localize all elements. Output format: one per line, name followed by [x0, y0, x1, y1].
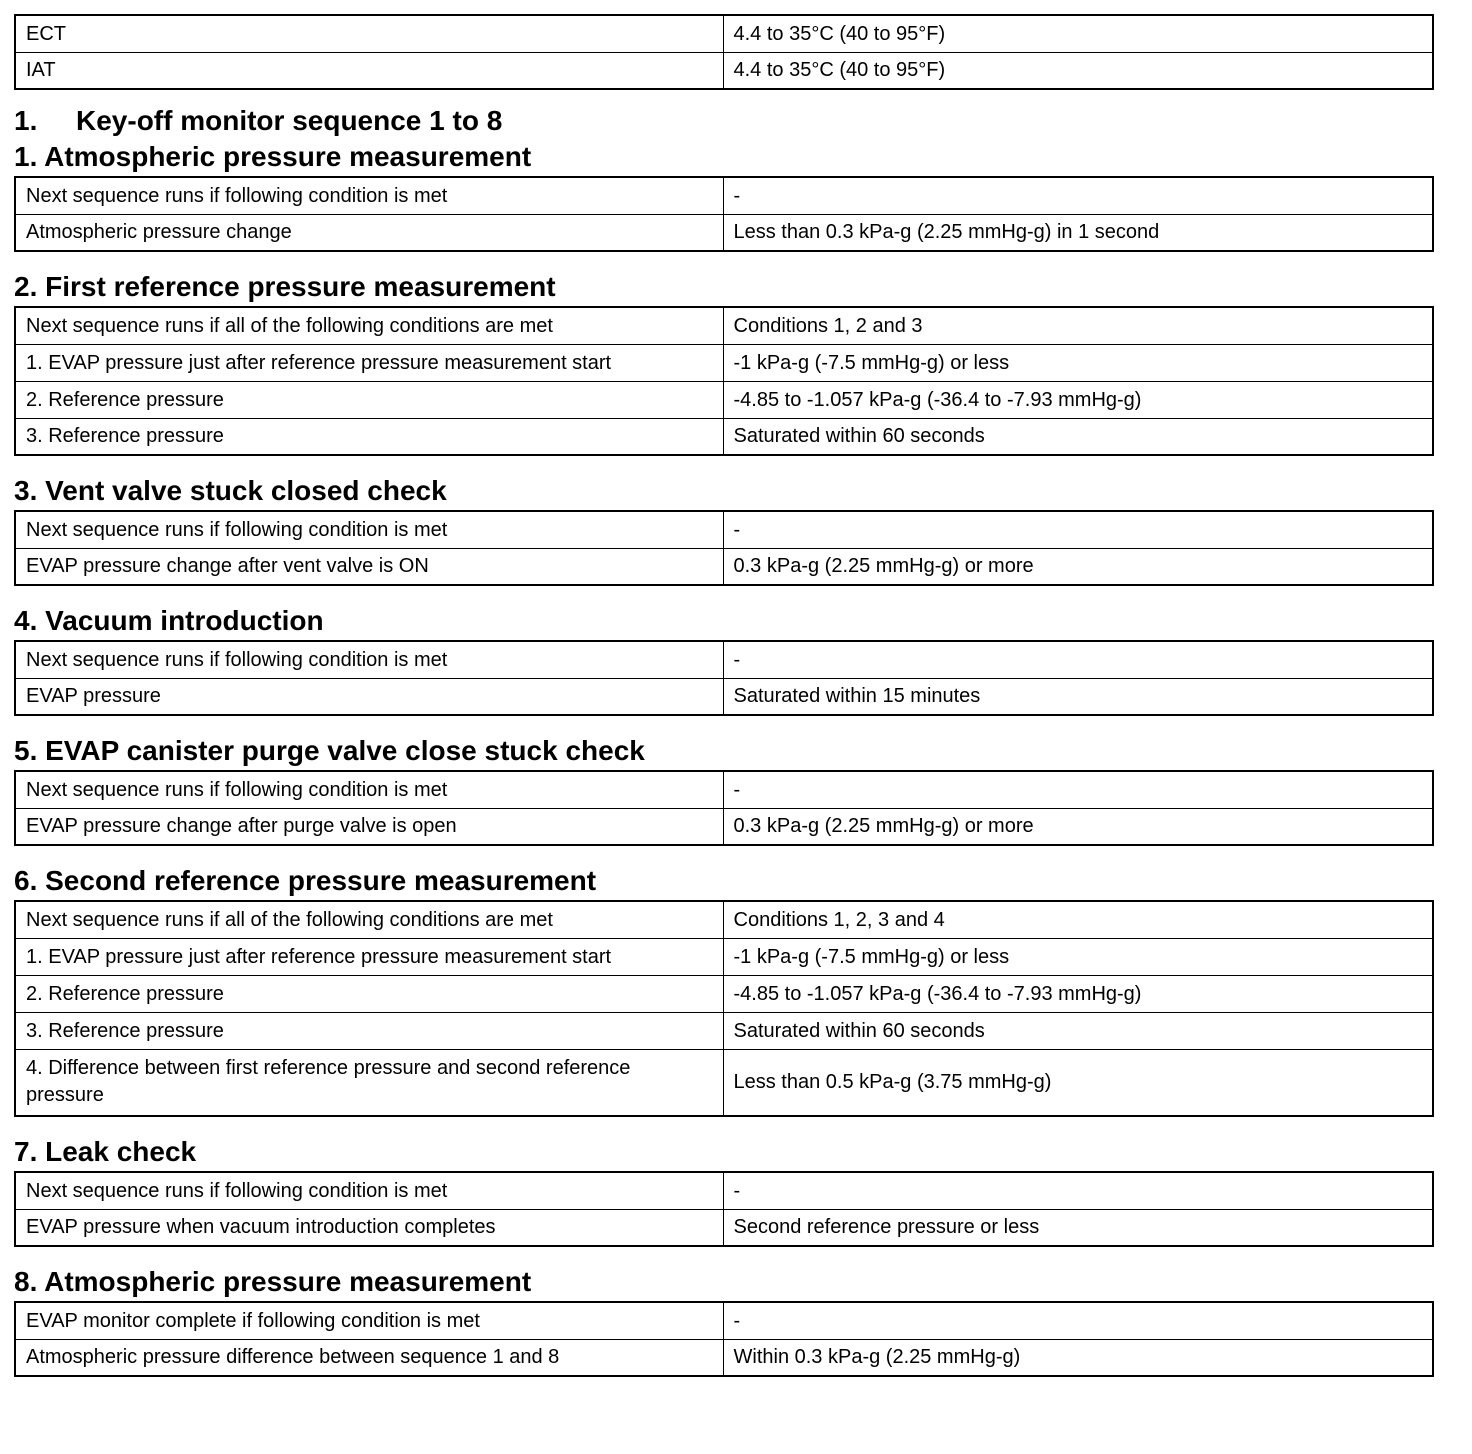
row-value: -4.85 to -1.057 kPa-g (-36.4 to -7.93 mmHg-g) [723, 381, 1433, 418]
row-value: Conditions 1, 2 and 3 [723, 307, 1433, 344]
row-label: 2. Reference pressure [15, 381, 723, 418]
row-value: Conditions 1, 2, 3 and 4 [723, 901, 1433, 938]
section-title: 1. Atmospheric pressure measurement [14, 141, 532, 172]
row-label: EVAP pressure when vacuum introduction completes [15, 1209, 723, 1246]
table-row [15, 938, 1433, 975]
row-label: IAT [15, 52, 723, 89]
row-label: Atmospheric pressure change [15, 214, 723, 251]
table-row [15, 641, 1433, 678]
row-label: ECT [15, 15, 723, 52]
row-label: Next sequence runs if all of the following conditions are met [15, 307, 723, 344]
table-row [15, 15, 1433, 52]
table-row [15, 548, 1433, 585]
table-row [15, 901, 1433, 938]
row-value: 0.3 kPa-g (2.25 mmHg-g) or more [723, 548, 1433, 585]
row-label: Next sequence runs if all of the following conditions are met [15, 901, 723, 938]
row-value: 4.4 to 35°C (40 to 95°F) [723, 15, 1433, 52]
row-label: Next sequence runs if following condition is met [15, 1172, 723, 1209]
row-label: 4. Difference between first reference pressure and second reference pressure [15, 1049, 723, 1116]
row-value: - [723, 1172, 1433, 1209]
table-row [15, 418, 1433, 455]
section-table [14, 640, 1434, 716]
row-value: - [723, 641, 1433, 678]
row-value: Within 0.3 kPa-g (2.25 mmHg-g) [723, 1339, 1433, 1376]
row-value: Saturated within 60 seconds [723, 418, 1433, 455]
main-heading [14, 104, 1432, 140]
row-value: - [723, 177, 1433, 214]
row-value: Less than 0.3 kPa-g (2.25 mmHg-g) in 1 second [723, 214, 1433, 251]
row-label: Next sequence runs if following condition is met [15, 641, 723, 678]
table-row [15, 975, 1433, 1012]
document-page [14, 14, 1432, 1377]
row-label: 1. EVAP pressure just after reference pressure measurement start [15, 938, 723, 975]
temperature-conditions-table [14, 14, 1434, 90]
row-label: Next sequence runs if following condition is met [15, 771, 723, 808]
row-value: - [723, 511, 1433, 548]
table-row [15, 214, 1433, 251]
row-value: - [723, 771, 1433, 808]
table-row [15, 1049, 1433, 1116]
section-table [14, 1171, 1434, 1247]
section-title: 2. First reference pressure measurement [14, 271, 556, 302]
section-title: 7. Leak check [14, 1136, 197, 1167]
table-row [15, 511, 1433, 548]
section-table [14, 770, 1434, 846]
row-label: 1. EVAP pressure just after reference pressure measurement start [15, 344, 723, 381]
table-row [15, 381, 1433, 418]
row-value: Less than 0.5 kPa-g (3.75 mmHg-g) [723, 1049, 1433, 1116]
table-row [15, 808, 1433, 845]
row-label: EVAP pressure change after purge valve is open [15, 808, 723, 845]
row-value: Saturated within 15 minutes [723, 678, 1433, 715]
row-value: Saturated within 60 seconds [723, 1012, 1433, 1049]
section-table [14, 900, 1434, 1117]
section-table [14, 510, 1434, 586]
table-row [15, 1209, 1433, 1246]
row-value: -1 kPa-g (-7.5 mmHg-g) or less [723, 938, 1433, 975]
table-row [15, 52, 1433, 89]
section-title: 8. Atmospheric pressure measurement [14, 1266, 532, 1297]
row-value: -1 kPa-g (-7.5 mmHg-g) or less [723, 344, 1433, 381]
row-label: EVAP pressure change after vent valve is ON [15, 548, 723, 585]
row-label: EVAP pressure [15, 678, 723, 715]
row-label: EVAP monitor complete if following condition is met [15, 1302, 723, 1339]
row-label: Atmospheric pressure difference between sequence 1 and 8 [15, 1339, 723, 1376]
table-row [15, 177, 1433, 214]
section-title: 4. Vacuum introduction [14, 605, 324, 636]
section-title: 3. Vent valve stuck closed check [14, 475, 447, 506]
row-label: 3. Reference pressure [15, 1012, 723, 1049]
table-row [15, 1302, 1433, 1339]
row-label: Next sequence runs if following condition is met [15, 177, 723, 214]
row-label: 3. Reference pressure [15, 418, 723, 455]
table-row [15, 1012, 1433, 1049]
main-heading-number: 1. [14, 105, 38, 136]
row-value: Second reference pressure or less [723, 1209, 1433, 1246]
section-title: 6. Second reference pressure measurement [14, 865, 597, 896]
section-table [14, 176, 1434, 252]
section-title: 5. EVAP canister purge valve close stuck check [14, 735, 645, 766]
row-value: -4.85 to -1.057 kPa-g (-36.4 to -7.93 mmHg-g) [723, 975, 1433, 1012]
section-table [14, 306, 1434, 456]
table-row [15, 344, 1433, 381]
row-value: - [723, 1302, 1433, 1339]
row-value: 0.3 kPa-g (2.25 mmHg-g) or more [723, 808, 1433, 845]
row-label: Next sequence runs if following condition is met [15, 511, 723, 548]
table-row [15, 1339, 1433, 1376]
table-row [15, 771, 1433, 808]
row-label: 2. Reference pressure [15, 975, 723, 1012]
section-table [14, 1301, 1434, 1377]
main-heading-text: Key-off monitor sequence 1 to 8 [76, 105, 503, 136]
row-value: 4.4 to 35°C (40 to 95°F) [723, 52, 1433, 89]
table-row [15, 678, 1433, 715]
table-row [15, 307, 1433, 344]
table-row [15, 1172, 1433, 1209]
